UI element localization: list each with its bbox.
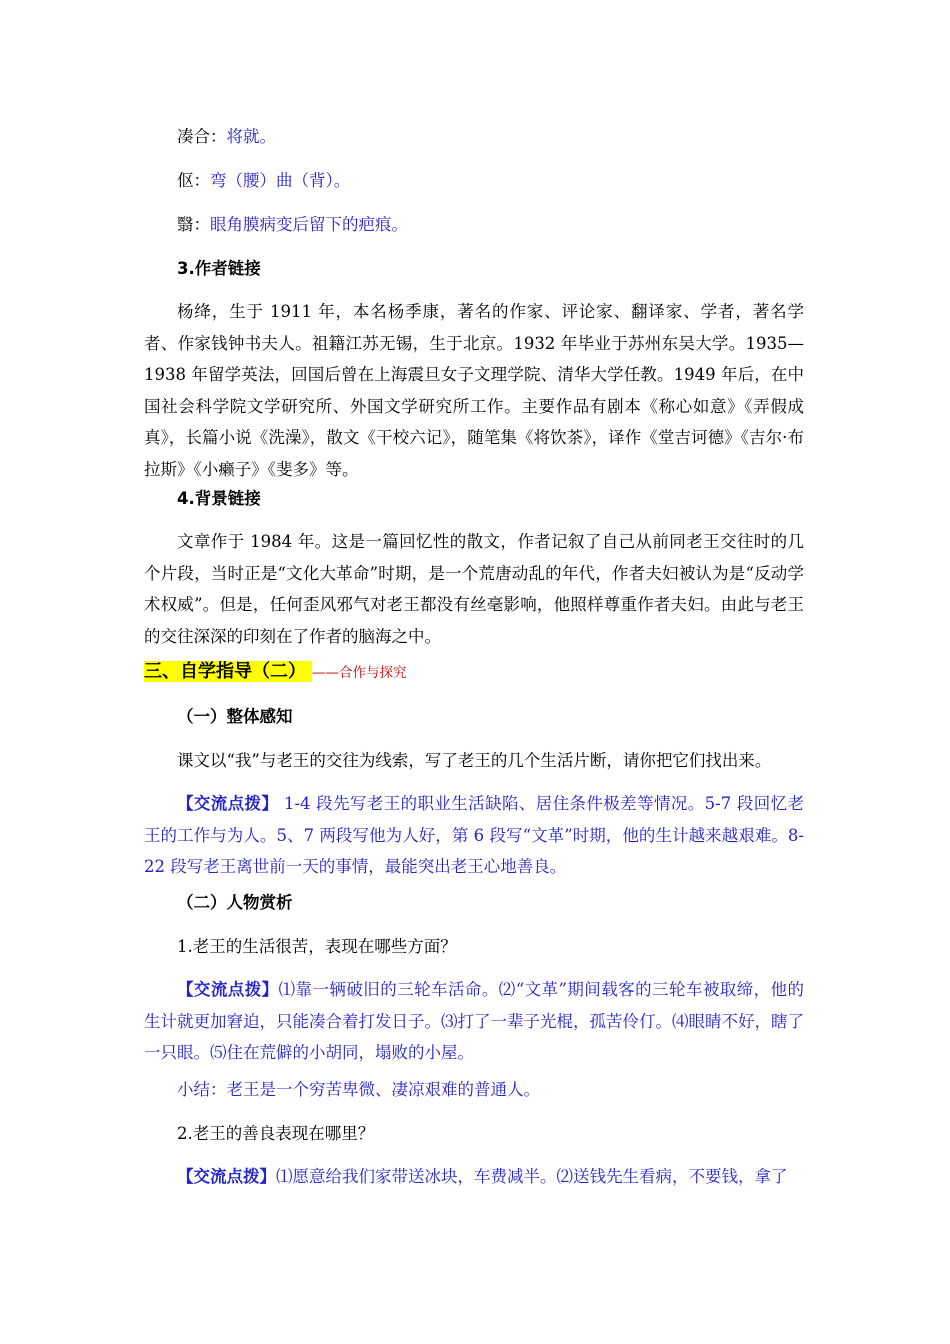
section-title: [144, 660, 407, 684]
author-heading: 3.作者链接: [177, 259, 261, 278]
author-paragraph: 杨绛，生于 1911 年，本名杨季康，著名的作家、评论家、翻译家、学者，著名学者、作家钱钟书夫人。祖籍江苏无锡，生于北京。1932 年毕业于苏州东吴大学。1935—1938 年留学英法，回国后曾在上海震旦女子文理学院、清华大学任教。1949 年后，在中国社会科学院文学研究所、外国文学研究所工作。主要作品有剧本《称心如意》《弄假成真》，长篇小说《洗澡》，散文《干校六记》，随笔集《将饮茶》，译作《堂吉诃德》《吉尔·布拉斯》《小癞子》《斐多》等。: [144, 302, 804, 479]
character-tip-1: [144, 974, 804, 1069]
vocab-item-yi: [177, 215, 408, 235]
character-question-1: 1.老王的生活很苦，表现在哪些方面？: [177, 937, 457, 956]
section-title-main: 三、自学指导（二）: [144, 661, 312, 682]
vocab-term: 凑合：: [177, 127, 227, 146]
tip-label: 【交流点拨】: [177, 794, 279, 813]
character-question-2: 2.老王的善良表现在哪里？: [177, 1124, 375, 1143]
vocab-term: 伛：: [177, 171, 210, 190]
tip-label: 【交流点拨】: [177, 980, 279, 999]
background-heading: 4.背景链接: [177, 489, 261, 508]
vocab-item-yu: [177, 171, 350, 191]
character-tip-2: [144, 1161, 804, 1193]
overall-question: 课文以“我”与老王的交往为线索，写了老王的几个生活片断，请你把它们找出来。: [177, 751, 772, 770]
tip-text: ⑴靠一辆破旧的三轮车活命。⑵“文革”期间载客的三轮车被取缔，他的生计就更加窘迫，只能凑合着打发日子。⑶打了一辈子光棍，孤苦伶仃。⑷眼睛不好，瞎了一只眼。⑸住在荒僻的小胡同，塌败的小屋。: [144, 980, 805, 1062]
vocab-item-couhe: [177, 127, 276, 147]
vocab-term: 翳：: [177, 215, 210, 234]
background-paragraph: 文章作于 1984 年。这是一篇回忆性的散文，作者记叙了自己从前同老王交往时的几个片段，当时正是“文化大革命”时期，是一个荒唐动乱的年代，作者夫妇被认为是“反动学术权威”。但是，任何歪风邪气对老王都没有丝毫影响，他照样尊重作者夫妇。由此与老王的交往深深的印刻在了作者的脑海之中。: [144, 532, 804, 646]
section-title-subtitle: ——合作与探究: [312, 665, 407, 681]
summary-label: 小结：: [177, 1080, 227, 1099]
vocab-definition: 弯（腰）曲（背）。: [210, 171, 351, 190]
tip-text: 1-4 段先写老王的职业生活缺陷、居住条件极差等情况。5-7 段回忆老王的工作与为人。5、7 两段写他为人好，第 6 段写“文革”时期，他的生计越来越艰难。8-22 段写老王离世前一天的事情，最能突出老王心地善良。: [144, 794, 804, 876]
overall-heading: （一）整体感知: [177, 707, 293, 726]
character-heading: （二）人物赏析: [177, 893, 293, 912]
character-summary: [177, 1080, 540, 1100]
overall-tip: [144, 788, 804, 883]
tip-label: 【交流点拨】: [177, 1167, 276, 1186]
vocab-definition: 眼角膜病变后留下的疤痕。: [210, 215, 408, 234]
vocab-definition: 将就。: [226, 127, 276, 146]
summary-text: 老王是一个穷苦卑微、凄凉艰难的普通人。: [226, 1080, 540, 1099]
tip-text: ⑴愿意给我们家带送冰块，车费减半。⑵送钱先生看病，不要钱，拿了: [276, 1167, 788, 1186]
